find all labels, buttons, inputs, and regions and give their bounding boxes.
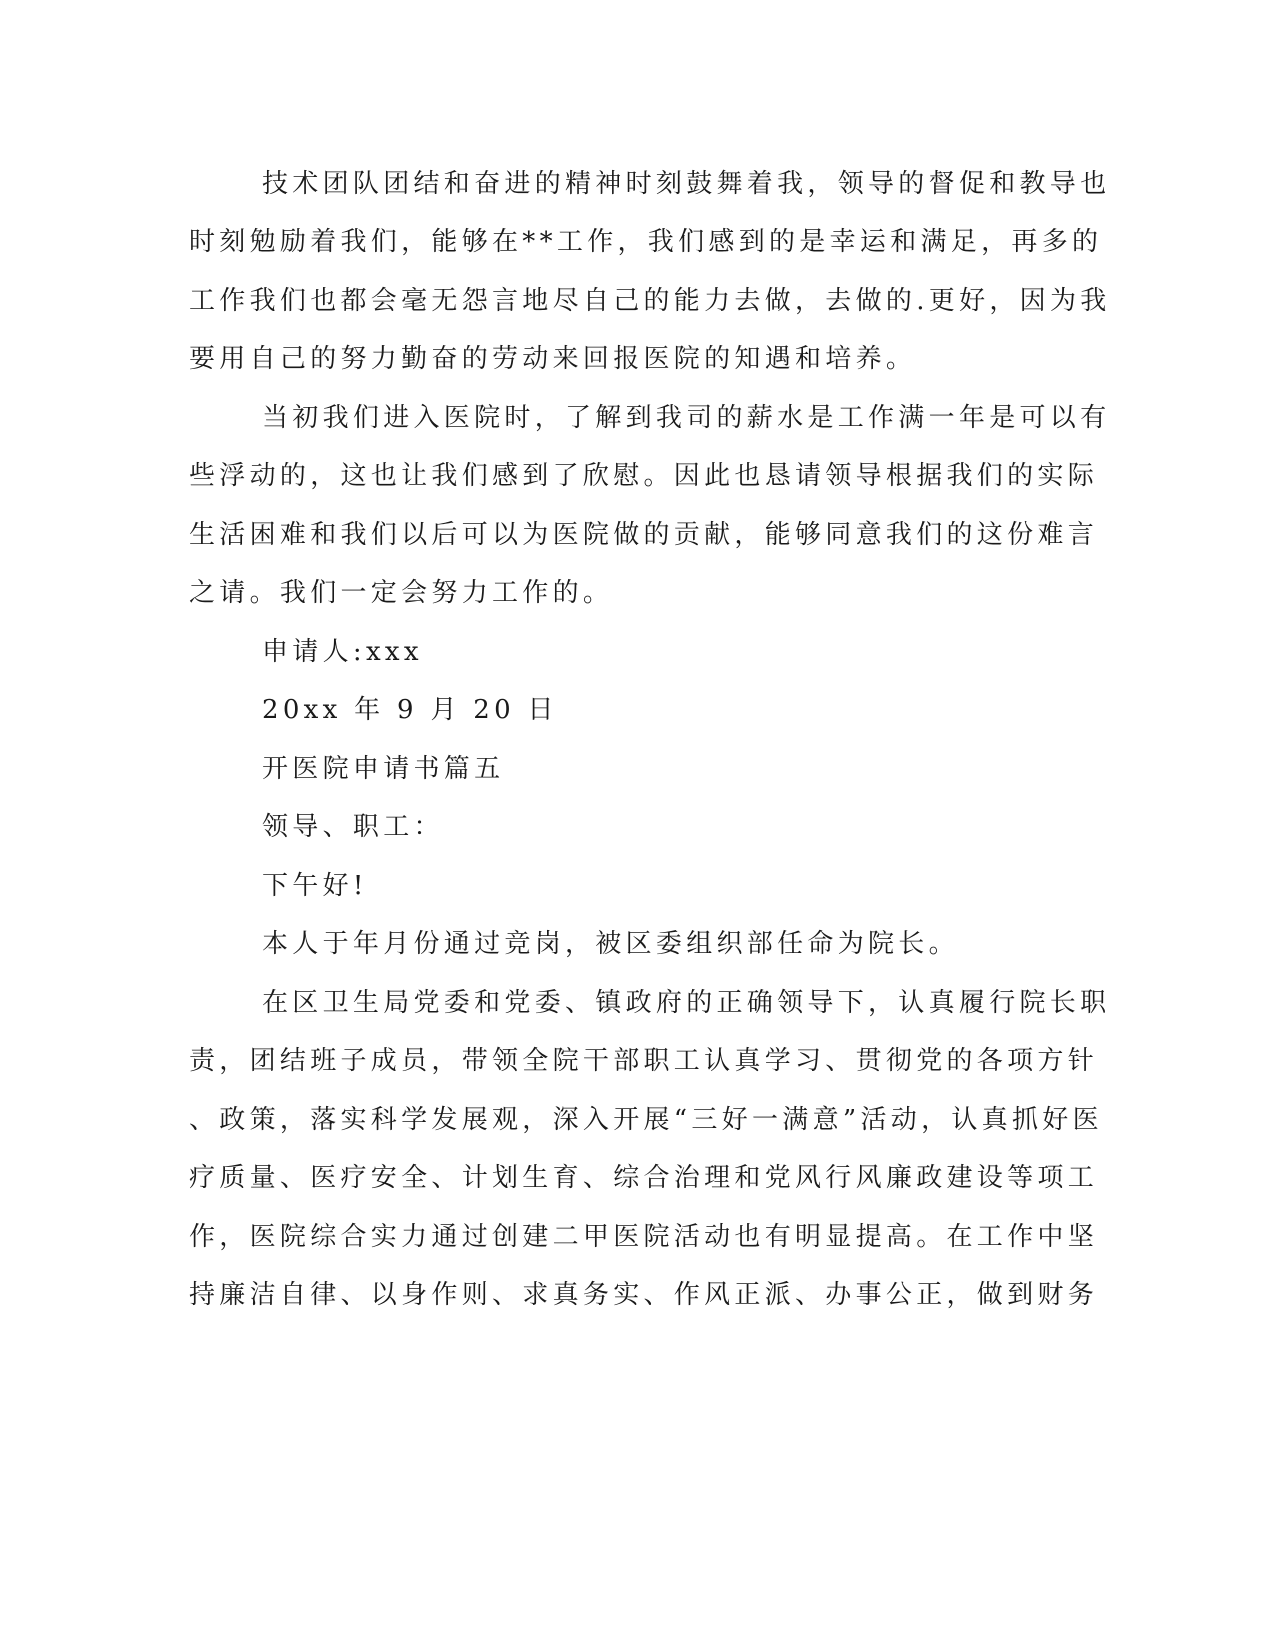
section-title: 开医院申请书篇五 [262, 754, 505, 784]
paragraph-1-line-4: 要用自己的努力勤奋的劳动来回报医院的知遇和培养。 [189, 344, 917, 374]
salutation: 领导、职工： [262, 812, 444, 842]
application-date: 20xx 年 9 月 20 日 [262, 695, 558, 725]
paragraph-1-line-3: 工作我们也都会毫无怨言地尽自己的能力去做，去做的.更好，因为我 [189, 286, 1111, 316]
paragraph-4-line-3: 、政策，落实科学发展观，深入开展“三好一满意”活动，认真抓好医 [189, 1105, 1103, 1135]
paragraph-1-line-1: 技术团队团结和奋进的精神时刻鼓舞着我，领导的督促和教导也 [262, 169, 1111, 199]
paragraph-1-line-2: 时刻勉励着我们，能够在**工作，我们感到的是幸运和满足，再多的 [189, 227, 1103, 257]
paragraph-4-line-1: 在区卫生局党委和党委、镇政府的正确领导下，认真履行院长职 [262, 988, 1111, 1018]
greeting: 下午好! [262, 871, 368, 901]
paragraph-2-line-4: 之请。我们一定会努力工作的。 [189, 578, 614, 608]
paragraph-2-line-3: 生活困难和我们以后可以为医院做的贡献，能够同意我们的这份难言 [189, 520, 1099, 550]
applicant-signature: 申请人:xxx [262, 637, 423, 667]
paragraph-4-line-6: 持廉洁自律、以身作则、求真务实、作风正派、办事公正，做到财务 [189, 1280, 1099, 1310]
paragraph-4-line-2: 责，团结班子成员，带领全院干部职工认真学习、贯彻党的各项方针 [189, 1046, 1099, 1076]
paragraph-4-line-4: 疗质量、医疗安全、计划生育、综合治理和党风行风廉政建设等项工 [189, 1163, 1099, 1193]
paragraph-2-line-1: 当初我们进入医院时，了解到我司的薪水是工作满一年是可以有 [262, 403, 1111, 433]
paragraph-3: 本人于年月份通过竞岗，被区委组织部任命为院长。 [262, 929, 959, 959]
paragraph-2-line-2: 些浮动的，这也让我们感到了欣慰。因此也恳请领导根据我们的实际 [189, 461, 1099, 491]
paragraph-4-line-5: 作，医院综合实力通过创建二甲医院活动也有明显提高。在工作中坚 [189, 1222, 1099, 1252]
